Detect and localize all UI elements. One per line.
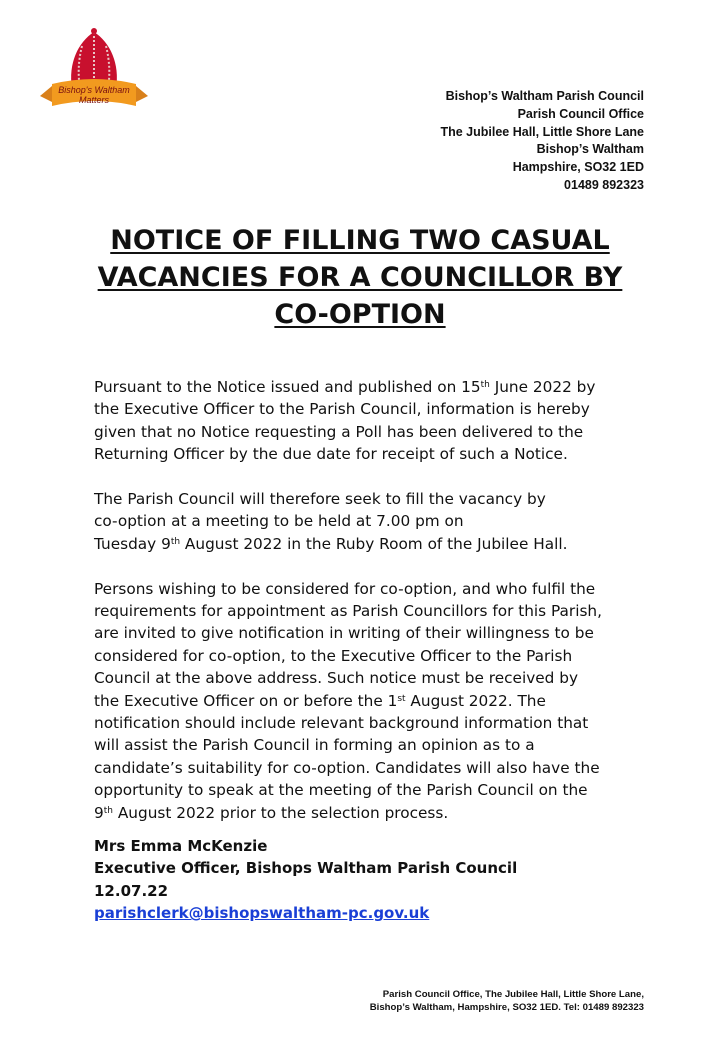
footer-line: Parish Council Office, The Jubilee Hall, Little Shore Lane, [382, 989, 644, 1000]
text-line: considered for co-option, to the Executive Officer to the Parish [94, 646, 573, 665]
notice-date: 12.07.22 [94, 881, 169, 900]
council-address-block [440, 88, 644, 195]
email-line [94, 902, 517, 924]
text-line: the Executive Officer to the Parish Council, information is hereby [94, 400, 590, 419]
text-span: August 2022 in the Ruby Room of the Jubilee Hall. [180, 534, 568, 553]
email-link[interactable]: parishclerk@bishopswaltham-pc.gov.uk [94, 904, 430, 923]
signatory-name: Mrs Emma McKenzie [94, 837, 268, 855]
text-span: August 2022. The [405, 691, 546, 710]
text-span: Pursuant to the Notice issued and published on 15 [94, 378, 481, 396]
text-line: Council at the above address. Such notice must be received by [94, 669, 578, 688]
title-line: NOTICE OF FILLING TWO CASUAL [110, 225, 610, 256]
ordinal-suffix: th [480, 380, 490, 390]
text-line: Persons wishing to be considered for co-option, and who fulfil the [94, 579, 596, 598]
page-footer [370, 988, 644, 1014]
ordinal-suffix: th [170, 536, 181, 547]
notice-title [60, 222, 660, 333]
address-line: 01489 892323 [564, 177, 644, 192]
address-line: Bishop’s Waltham Parish Council [445, 89, 644, 103]
text-line: requirements for appointment as Parish Councillors for this Parish, [94, 602, 602, 621]
ordinal-suffix: th [103, 805, 113, 816]
signature-block [94, 835, 517, 925]
text-span: the Executive Officer on or before the 1 [94, 691, 398, 710]
address-line: Hampshire, SO32 1ED [512, 160, 644, 175]
text-span: 9 [94, 803, 104, 822]
text-line: opportunity to speak at the meeting of the Parish Council on the [94, 781, 588, 800]
address-line: Parish Council Office [517, 106, 644, 121]
title-line: VACANCIES FOR A COUNCILLOR BY [97, 262, 623, 293]
text-line: are invited to give notification in writing of their willingness to be [94, 624, 594, 643]
logo-text-line1: Bishop's Waltham [58, 85, 130, 95]
title-line: CO-OPTION [274, 299, 446, 330]
text-line: notification should include relevant background information that [94, 714, 589, 733]
ordinal-suffix: st [397, 693, 406, 704]
text-line [94, 533, 654, 555]
paragraph-application [94, 578, 654, 824]
text-line: co-option at a meeting to be held at 7.00 pm on [94, 512, 464, 531]
mitre-logo-icon [38, 26, 150, 112]
text-line: candidate’s suitability for co-option. Candidates will also have the [94, 758, 600, 777]
logo-text-line2: Matters [78, 95, 110, 105]
text-line: will assist the Parish Council in forming an opinion as to a [94, 736, 535, 755]
text-line: Returning Officer by the due date for receipt of such a Notice. [94, 445, 568, 464]
text-line: given that no Notice requesting a Poll has been delivered to the [94, 422, 584, 441]
notice-body [94, 376, 654, 846]
text-span: June 2022 by [489, 378, 596, 396]
text-line: The Parish Council will therefore seek to fill the vacancy by [94, 490, 546, 509]
signatory-role: Executive Officer, Bishops Waltham Parish Council [94, 859, 518, 878]
text-line [94, 376, 654, 398]
address-line: Bishop’s Waltham [536, 142, 644, 157]
footer-line: Bishop’s Waltham, Hampshire, SO32 1ED. Tel: 01489 892323 [369, 1002, 644, 1013]
text-line [94, 802, 654, 824]
bishops-waltham-matters-logo [38, 26, 150, 112]
paragraph-meeting [94, 488, 654, 555]
text-line [94, 690, 654, 712]
paragraph-poll-notice [94, 376, 654, 466]
address-line: The Jubilee Hall, Little Shore Lane [440, 124, 644, 139]
text-span: August 2022 prior to the selection process. [112, 803, 449, 822]
text-span: Tuesday 9 [94, 534, 171, 553]
